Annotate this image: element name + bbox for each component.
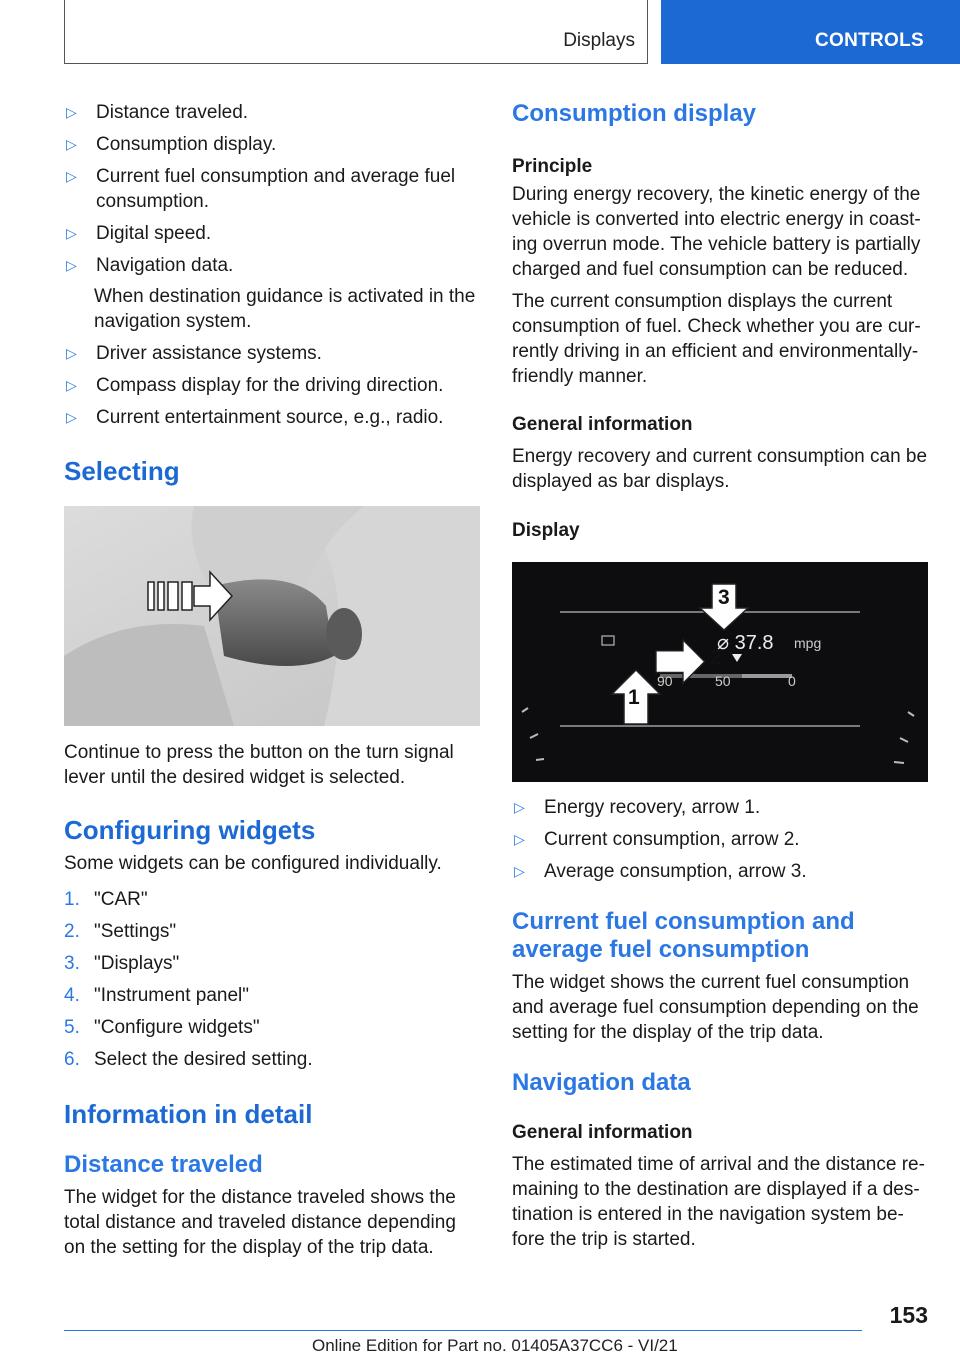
list-item: 4. "Instrument panel" (64, 985, 250, 1006)
consumption-heading: Consumption display (512, 100, 757, 127)
triangle-bullet-icon: ▷ (66, 104, 77, 120)
navigation-note: When destination guidance is activated in the navigation system. (94, 286, 476, 332)
arrow-2-label: 2 (710, 646, 722, 669)
footer-divider (64, 1330, 862, 1331)
right-column (512, 100, 930, 1252)
triangle-bullet-icon: ▷ (66, 136, 77, 152)
navigation-text: The estimated time of arrival and the distance remaining to the destination are displayed if a destination is entered in the navigation system before the trip is started. (512, 1154, 925, 1250)
principle-label: Principle (512, 156, 593, 177)
scale-label-50: 50 (715, 673, 731, 689)
triangle-bullet-icon: ▷ (514, 831, 525, 847)
header-section: Displays (563, 30, 635, 51)
list-item: ▷ Current entertainment source, e.g., radio. (66, 407, 444, 428)
distance-heading: Distance traveled (64, 1151, 263, 1178)
triangle-bullet-icon: ▷ (66, 257, 77, 273)
display-label: Display (512, 520, 580, 541)
consumption-unit: mpg (794, 635, 822, 651)
list-item: ▷ Driver assistance systems. (66, 343, 322, 364)
turn-signal-lever-illustration (64, 506, 480, 726)
turn-signal-lever-drawing (64, 506, 480, 726)
general-text: Energy recovery and current consumption can be displayed as bar displays. (512, 446, 928, 492)
list-item: ▷ Navigation data. (66, 255, 234, 276)
header-section-box (64, 0, 648, 64)
arrow-3-label: 3 (718, 586, 730, 609)
triangle-bullet-icon: ▷ (66, 377, 77, 393)
list-item: 1. "CAR" (64, 889, 148, 910)
triangle-bullet-icon: ▷ (66, 168, 77, 184)
scale-label-0: 0 (788, 673, 796, 689)
list-item: ▷ Energy recovery, arrow 1. (514, 797, 761, 818)
distance-text: The widget for the distance traveled shows the total distance and traveled distance depending on the setting for the display of the trip data. (64, 1187, 456, 1258)
list-item: ▷ Average consumption, arrow 3. (514, 861, 807, 882)
dashboard-display-image (512, 562, 928, 782)
list-item: ▷ Consumption display. (66, 134, 277, 155)
header-chapter: CONTROLS (815, 30, 925, 51)
principle-text-1: During energy recovery, the kinetic energy of the vehicle is converted into electric energy in coasting overrun mode. The vehicle battery is partially charged and fuel consumption can be reduced. (512, 184, 921, 280)
list-item: 6. Select the desired setting. (64, 1049, 313, 1070)
list-item: ▷ Compass display for the driving direction. (66, 375, 444, 396)
list-item: ▷ Current consumption, arrow 2. (514, 829, 800, 850)
triangle-bullet-icon: ▷ (66, 409, 77, 425)
list-item: 2. "Settings" (64, 921, 177, 942)
configuring-text: Some widgets can be configured individually. (64, 853, 442, 874)
configuring-heading: Configuring widgets (64, 815, 316, 845)
list-item: 3. "Displays" (64, 953, 180, 974)
triangle-bullet-icon: ▷ (66, 225, 77, 241)
arrow-1-label: 1 (628, 686, 640, 709)
selecting-heading: Selecting (64, 456, 180, 486)
principle-text-2: The current consumption displays the current consumption of fuel. Check whether you are currently driving in an efficient and environmentally-friendly manner. (512, 291, 921, 387)
header-chapter-box (661, 0, 960, 64)
page-number: 153 (889, 1302, 928, 1328)
footer-edition: Online Edition for Part no. 01405A37CC6 - VI/21 (312, 1336, 678, 1355)
triangle-bullet-icon: ▷ (514, 799, 525, 815)
consumption-value: ⌀ 37.8 (717, 632, 774, 654)
left-column (64, 100, 480, 1260)
triangle-bullet-icon: ▷ (514, 863, 525, 879)
fuel-heading-line-2: average fuel consumption (512, 936, 810, 963)
fuel-text: The widget shows the current fuel consumption and average fuel consumption depending on the setting for the display of the trip data. (512, 972, 919, 1043)
selecting-text: Continue to press the button on the turn signal lever until the desired widget is selected. (64, 742, 454, 788)
list-item: ▷ Distance traveled. (66, 102, 249, 123)
list-item: ▷ Current fuel consumption and average fuel consumption. (66, 166, 456, 212)
information-heading: Information in detail (64, 1099, 313, 1129)
triangle-bullet-icon: ▷ (66, 345, 77, 361)
list-item: 5. "Configure widgets" (64, 1017, 260, 1038)
fuel-heading-line-1: Current fuel consumption and (512, 908, 855, 935)
list-item: ▷ Digital speed. (66, 223, 212, 244)
navigation-heading: Navigation data (512, 1069, 691, 1096)
scale-label-90: 90 (657, 673, 673, 689)
navigation-general-label: General information (512, 1122, 693, 1143)
general-label: General information (512, 414, 693, 435)
